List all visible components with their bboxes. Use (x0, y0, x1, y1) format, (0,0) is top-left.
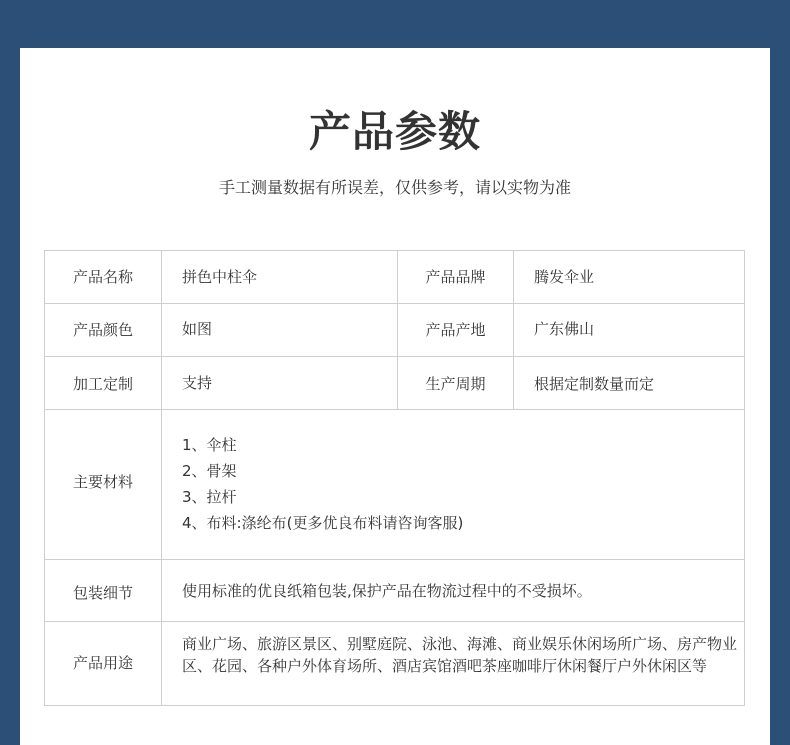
spec-label-usage: 产品用途 (72, 654, 133, 672)
list-item: 1、伞柱 (182, 436, 237, 454)
spec-value-brand: 腾发伞业 (534, 268, 595, 286)
spec-label-origin: 产品产地 (425, 321, 486, 339)
spec-value-name: 拼色中柱伞 (182, 268, 258, 286)
list-item: 3、拉杆 (182, 488, 237, 506)
spec-value-cycle: 根据定制数量而定 (534, 375, 655, 393)
spec-label-packaging: 包装细节 (72, 584, 133, 602)
spec-label-custom: 加工定制 (72, 375, 133, 393)
list-item: 4、布料:涤纶布(更多优良布料请咨询客服) (182, 514, 464, 532)
page-subtitle: 手工测量数据有所误差，仅供参考，请以实物为准 (218, 178, 571, 197)
spec-label-brand: 产品品牌 (425, 268, 486, 286)
spec-value-origin: 广东佛山 (534, 320, 595, 338)
spec-table (44, 250, 745, 706)
spec-value-color: 如图 (182, 320, 213, 338)
page-title: 产品参数 (308, 107, 481, 156)
list-item: 2、骨架 (182, 462, 237, 480)
row-divider (45, 409, 744, 410)
spec-label-name: 产品名称 (72, 268, 133, 286)
materials-list (182, 432, 732, 536)
row-divider (45, 559, 744, 560)
spec-value-packaging: 使用标准的优良纸箱包装,保护产品在物流过程中的不受损坏。 (182, 582, 592, 600)
row-divider (45, 621, 744, 622)
row-divider (45, 303, 744, 304)
spec-value-usage: 商业广场、旅游区景区、别墅庭院、泳池、海滩、商业娱乐休闲场所广场、房产物业区、花园、各种户外体育场所、酒店宾馆酒吧茶座咖啡厅休闲餐厅户外休闲区等 (182, 635, 738, 675)
column-divider (161, 251, 162, 705)
row-divider (45, 356, 744, 357)
spec-value-custom: 支持 (182, 374, 213, 392)
column-divider (513, 251, 514, 409)
spec-label-color: 产品颜色 (72, 321, 133, 339)
spec-label-cycle: 生产周期 (425, 375, 486, 393)
spec-label-materials: 主要材料 (72, 473, 133, 491)
